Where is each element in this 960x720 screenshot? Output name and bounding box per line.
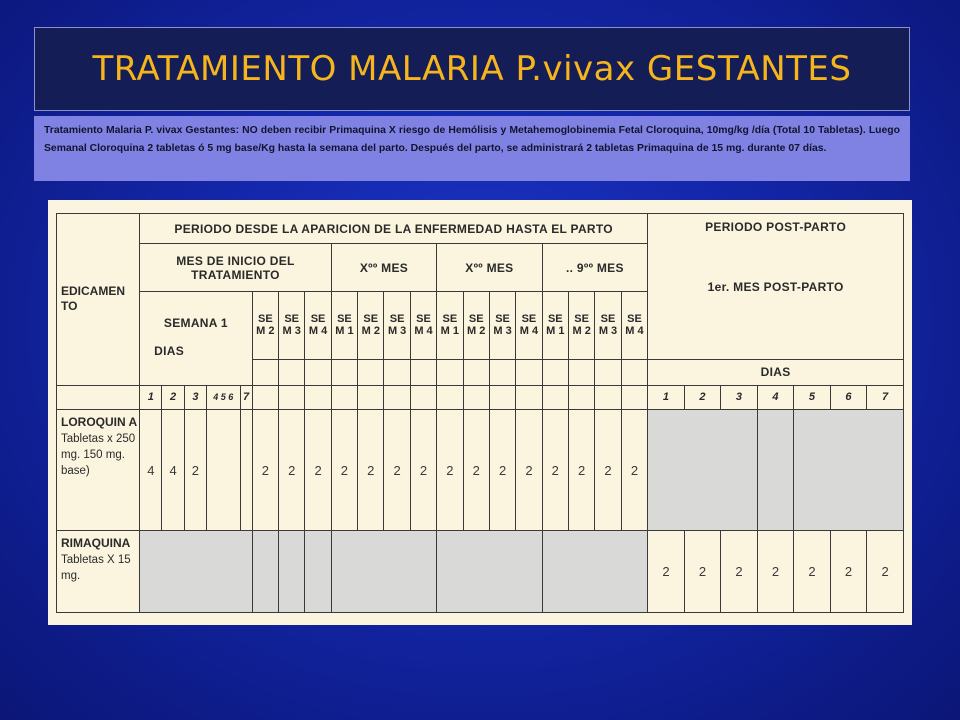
dose-value: 2 [794,531,831,613]
dose-value: 2 [684,531,721,613]
week-header: SE M 4 [305,292,331,359]
mes-9-header: .. 9ºº MES [542,244,648,292]
dose-value: 2 [542,409,568,531]
dose-value: 2 [358,409,384,531]
semana1-cell [140,292,253,385]
week-header: SE M 1 [542,292,568,359]
week-header: SE M 2 [358,292,384,359]
day-label: 7 [867,385,904,409]
dose-value: 4 [162,409,184,531]
shaded-cell [648,409,758,531]
week-header: SE M 1 [437,292,463,359]
dose-value: 2 [568,409,594,531]
day-label: 2 [162,385,184,409]
day-label: 2 [684,385,721,409]
dose-value: 2 [463,409,489,531]
dose-value: 2 [437,409,463,531]
dose-value: 2 [184,409,206,531]
medicamento-header-text: EDICAMEN TO [61,284,126,314]
mes-x1-header: Xºº MES [331,244,436,292]
page-title: TRATAMIENTO MALARIA P.vivax GESTANTES [92,49,852,89]
day-label: 1 [140,385,162,409]
week-header: SE M 2 [568,292,594,359]
periodo-post-title: PERIODO POST-PARTO [705,220,847,234]
day-label: 7 [240,385,252,409]
shaded-cell [757,409,794,531]
primaquina-desc: Tabletas X 15 mg. [61,554,131,583]
cloroquina-cell [57,409,140,531]
dose-value: 2 [252,409,278,531]
mes-inicio-header: MES DE INICIO DEL TRATAMIENTO [140,244,332,292]
dose-value: 2 [595,409,621,531]
dose-value: 2 [384,409,410,531]
shaded-cell [331,531,436,613]
periodo-post-header [648,214,904,360]
week-header: SE M 3 [489,292,515,359]
week-header: SE M 4 [410,292,436,359]
day-label: 3 [184,385,206,409]
day-label: 4 [757,385,794,409]
cloroquina-desc: Tabletas x 250 mg. 150 mg. base) [61,432,136,477]
day-label: 1 [648,385,685,409]
week-header: SE M 3 [279,292,305,359]
treatment-table [56,213,904,613]
week-header: SE M 2 [252,292,278,359]
periodo-parto-header: PERIODO DESDE LA APARICION DE LA ENFERMEDAD HASTA EL PARTO [140,214,648,244]
dose-value: 2 [516,409,542,531]
day-label: 3 [721,385,758,409]
shaded-cell [279,531,305,613]
week-header: SE M 4 [621,292,648,359]
day-label: 6 [830,385,867,409]
dose-value: 2 [621,409,648,531]
primaquina-name: RIMAQUINA [61,536,131,551]
dose-value: 2 [331,409,357,531]
dose-value: 2 [410,409,436,531]
week-header: SE M 1 [331,292,357,359]
description-text: Tratamiento Malaria P. vivax Gestantes: NO deben recibir Primaquina X riesgo de Hemólisis y Metahemoglobinemia Fetal Cloroquina, 10mg/kg /día (Total 10 Tabletas). Luego Semanal Cloroquina 2 tabletas ó 5 mg base/Kg hasta la semana del parto. Después del parto, se administrará 2 tabletas Primaquina de 15 mg. durante 07 días. [44,125,900,154]
week-header: SE M 2 [463,292,489,359]
shaded-cell [252,531,278,613]
day-label: 5 [794,385,831,409]
cloroquina-name: LOROQUIN A [61,414,138,429]
description-box [34,116,910,181]
shaded-cell [794,409,904,531]
dose-value: 2 [489,409,515,531]
dose-value: 2 [830,531,867,613]
shaded-cell [437,531,542,613]
dose-value: 2 [867,531,904,613]
dose-value: 2 [305,409,331,531]
shaded-cell [305,531,331,613]
dias-label: DIAS [154,344,185,359]
title-banner [34,27,910,111]
dose-value: 2 [757,531,794,613]
week-header: SE M 4 [516,292,542,359]
post-mes-label: 1er. MES POST-PARTO [707,280,844,294]
week-header: SE M 3 [384,292,410,359]
week-header: SE M 3 [595,292,621,359]
medicamento-header [57,214,140,386]
mes-x2-header: Xºº MES [437,244,542,292]
dose-value: 2 [721,531,758,613]
primaquina-cell [57,531,140,613]
semana1-label: SEMANA 1 [163,316,228,331]
day-label: 4 5 6 [207,385,240,409]
dias-post-label: DIAS [648,359,904,385]
treatment-table-frame [48,200,912,625]
dose-value: 4 [140,409,162,531]
shaded-cell [542,531,648,613]
shaded-cell [140,531,253,613]
dose-value: 2 [279,409,305,531]
dose-value: 2 [648,531,685,613]
